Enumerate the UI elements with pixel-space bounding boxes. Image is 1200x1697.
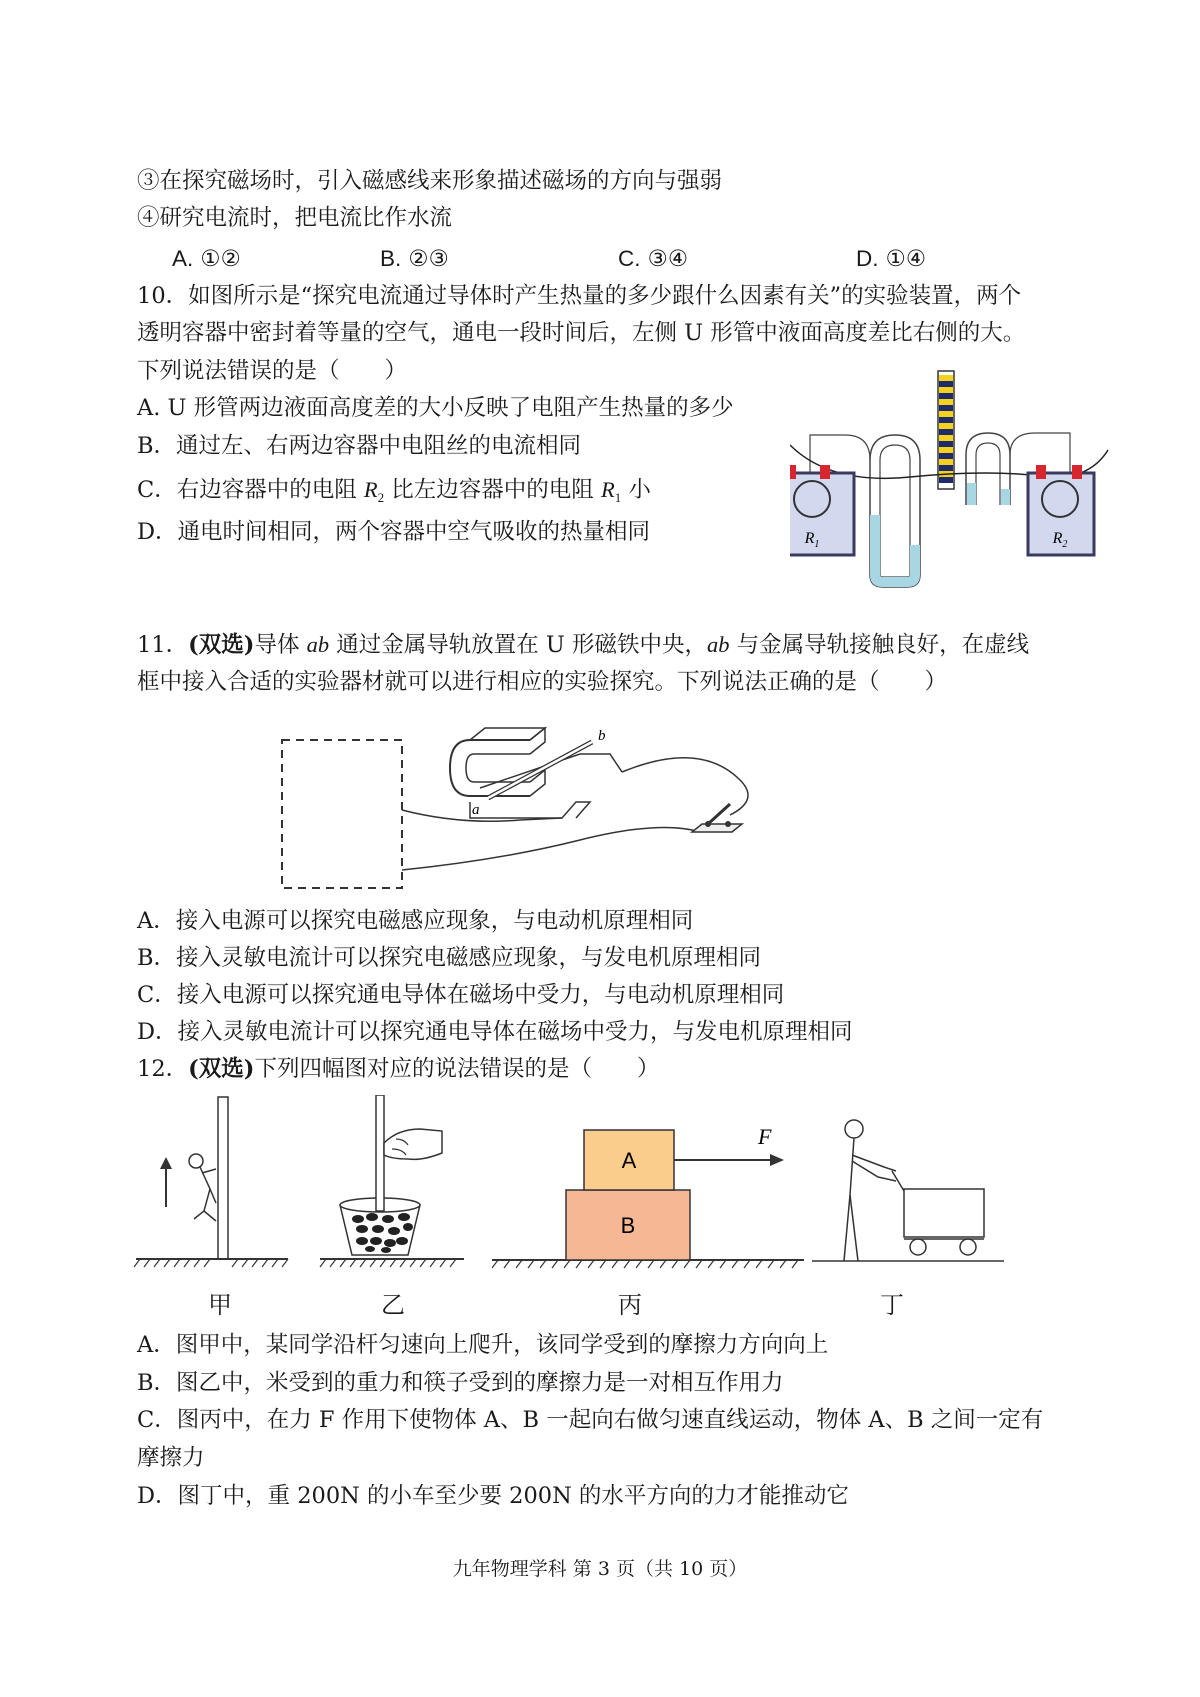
q10-option-b: B．通过左、右两边容器中电阻丝的电流相同 xyxy=(137,433,582,459)
q10-option-c-r2-sub: 2 xyxy=(377,490,385,505)
q10-stem-line-3: 下列说法错误的是（ ） xyxy=(137,358,408,384)
q10-left-terminal-1 xyxy=(790,465,796,479)
q12-figure-bing xyxy=(488,1100,808,1275)
q12-number: 12． xyxy=(137,1056,189,1082)
q12-caption-yi: 乙 xyxy=(381,1291,405,1319)
q9-option-c xyxy=(618,244,688,274)
q12-figure-jia xyxy=(130,1095,290,1275)
q9-option-b-letter: B. xyxy=(380,246,402,271)
q9-option-a xyxy=(172,244,241,274)
q10-option-c-r2-letter: R xyxy=(363,477,378,502)
q11-option-b: B．接入灵敏电流计可以探究电磁感应现象，与发电机原理相同 xyxy=(137,945,762,971)
q10-figure-apparatus xyxy=(790,365,1110,597)
q12-jia-ground-hatch xyxy=(134,1259,288,1267)
q12-jia-pole xyxy=(218,1097,228,1259)
q10-right-terminal-2 xyxy=(1072,465,1082,479)
q9-option-b xyxy=(380,244,449,274)
q10-option-c-r1-sub: 1 xyxy=(614,490,622,505)
q10-stem-line-2: 透明容器中密封着等量的空气，通电一段时间后，左侧 U 形管中液面高度差比右侧的大。 xyxy=(137,320,1026,346)
q11-label-b: b xyxy=(598,728,606,744)
q10-option-c xyxy=(137,475,651,513)
q11-tag-double-choice: (双选) xyxy=(188,632,255,658)
q9-option-a-text: ①② xyxy=(200,246,241,272)
q11-figure-apparatus xyxy=(280,720,800,900)
q9-option-a-letter: A. xyxy=(172,246,194,271)
q12-bing-label-a: A xyxy=(621,1148,637,1173)
q10-right-terminal-1 xyxy=(1036,465,1046,479)
q11-rail-lower xyxy=(470,802,590,818)
q11-ab-2: ab xyxy=(707,632,730,657)
q11-option-d: D．接入灵敏电流计可以探究通电导体在磁场中受力，与发电机原理相同 xyxy=(137,1019,853,1045)
q12-caption-bing: 丙 xyxy=(618,1291,642,1319)
q12-ding-cart xyxy=(892,1171,984,1255)
q10-option-c-suffix: 小 xyxy=(621,477,651,503)
q11-stem-line-2: 框中接入合适的实验器材就可以进行相应的实验探究。下列说法正确的是（ ） xyxy=(137,669,948,695)
q12-option-d: D．图丁中，重 200N 的小车至少要 200N 的水平方向的力才能推动它 xyxy=(137,1483,849,1509)
q10-option-c-prefix: C．右边容器中的电阻 xyxy=(137,477,364,503)
q11-ab-1: ab xyxy=(306,632,330,657)
q12-tag-double-choice: (双选) xyxy=(188,1056,255,1082)
q12-stem xyxy=(137,1054,659,1084)
q11-stem-c: 与金属导轨接触良好，在虚线 xyxy=(729,632,1030,658)
q10-option-c-r1 xyxy=(600,477,622,505)
page-footer: 九年物理学科 第 3 页（共 10 页） xyxy=(452,1558,748,1580)
q11-number: 11． xyxy=(137,632,189,658)
q12-stem-text: 下列四幅图对应的说法错误的是（ ） xyxy=(254,1056,660,1082)
q11-option-a: A．接入电源可以探究电磁感应现象，与电动机原理相同 xyxy=(137,908,694,934)
q10-left-liquid xyxy=(870,515,920,587)
q12-ding-person xyxy=(844,1120,896,1261)
q12-option-a: A．图甲中，某同学沿杆匀速向上爬升，该同学受到的摩擦力方向向上 xyxy=(137,1332,829,1358)
q11-stem-b: 通过金属导轨放置在 U 形磁铁中央， xyxy=(329,632,708,658)
q11-option-c: C．接入电源可以探究通电导体在磁场中受力，与电动机原理相同 xyxy=(137,982,785,1008)
q10-stem-line-1: 10．如图所示是“探究电流通过导体时产生热量的多少跟什么因素有关”的实验装置，两个 xyxy=(137,283,1022,309)
q9-option-d xyxy=(856,244,926,274)
q11-dashed-box xyxy=(282,740,402,888)
q12-caption-ding: 丁 xyxy=(880,1291,904,1319)
q12-option-c-line-2: 摩擦力 xyxy=(137,1445,205,1471)
q12-option-c-line-1: C．图丙中，在力 F 作用下使物体 A、B 一起向右做匀速直线运动，物体 A、B 之间一定有 xyxy=(137,1407,1044,1433)
q11-stem-a: 导体 xyxy=(254,632,307,658)
q12-caption-jia: 甲 xyxy=(208,1291,232,1319)
q11-wire-3 xyxy=(402,828,700,871)
q9-option-d-text: ①④ xyxy=(885,246,926,272)
q11-rail-upper xyxy=(480,754,622,788)
q12-yi-ground-hatch xyxy=(320,1259,456,1267)
q12-bing-ground-hatch xyxy=(492,1260,798,1268)
q9-option-d-letter: D. xyxy=(856,246,879,271)
q10-option-c-r2 xyxy=(363,477,385,505)
q11-label-a: a xyxy=(472,802,480,818)
q12-bing-label-f: F xyxy=(758,1124,772,1149)
q12-bing-label-b: B xyxy=(620,1213,636,1238)
q11-u-magnet xyxy=(450,740,530,796)
q10-label-r1: $R_1$ xyxy=(804,530,820,550)
q10-option-a: A. U 形管两边液面高度差的大小反映了电阻产生热量的多少 xyxy=(137,395,734,421)
q11-switch-lever xyxy=(708,804,730,824)
q10-left-terminal-2 xyxy=(820,465,830,479)
q10-option-d: D．通电时间相同，两个容器中空气吸收的热量相同 xyxy=(137,519,651,545)
q11-switch-base xyxy=(692,824,742,832)
q10-option-c-r1-letter: R xyxy=(600,477,615,502)
q11-stem-line-1 xyxy=(137,630,1029,660)
q12-jia-climber xyxy=(189,1154,216,1221)
q9-option-c-letter: C. xyxy=(618,246,641,271)
q12-figure-ding xyxy=(808,1115,1008,1275)
q10-ruler-stripes xyxy=(939,375,953,483)
q9-item-3: ③在探究磁场时，引入磁感线来形象描述磁场的方向与强弱 xyxy=(137,168,723,194)
q9-option-b-text: ②③ xyxy=(408,246,449,272)
q10-label-r2: $R_2$ xyxy=(1052,530,1068,550)
q10-option-c-mid: 比左边容器中的电阻 xyxy=(384,477,601,503)
q12-option-b: B．图乙中，米受到的重力和筷子受到的摩擦力是一对相互作用力 xyxy=(137,1370,784,1396)
q12-yi-chopstick xyxy=(376,1095,384,1211)
q12-yi-hand xyxy=(384,1129,442,1159)
q12-figure-yi xyxy=(312,1095,472,1275)
q9-option-c-text: ③④ xyxy=(647,246,688,272)
q9-item-4: ④研究电流时，把电流比作水流 xyxy=(137,205,453,231)
q11-wire-1 xyxy=(402,810,562,821)
